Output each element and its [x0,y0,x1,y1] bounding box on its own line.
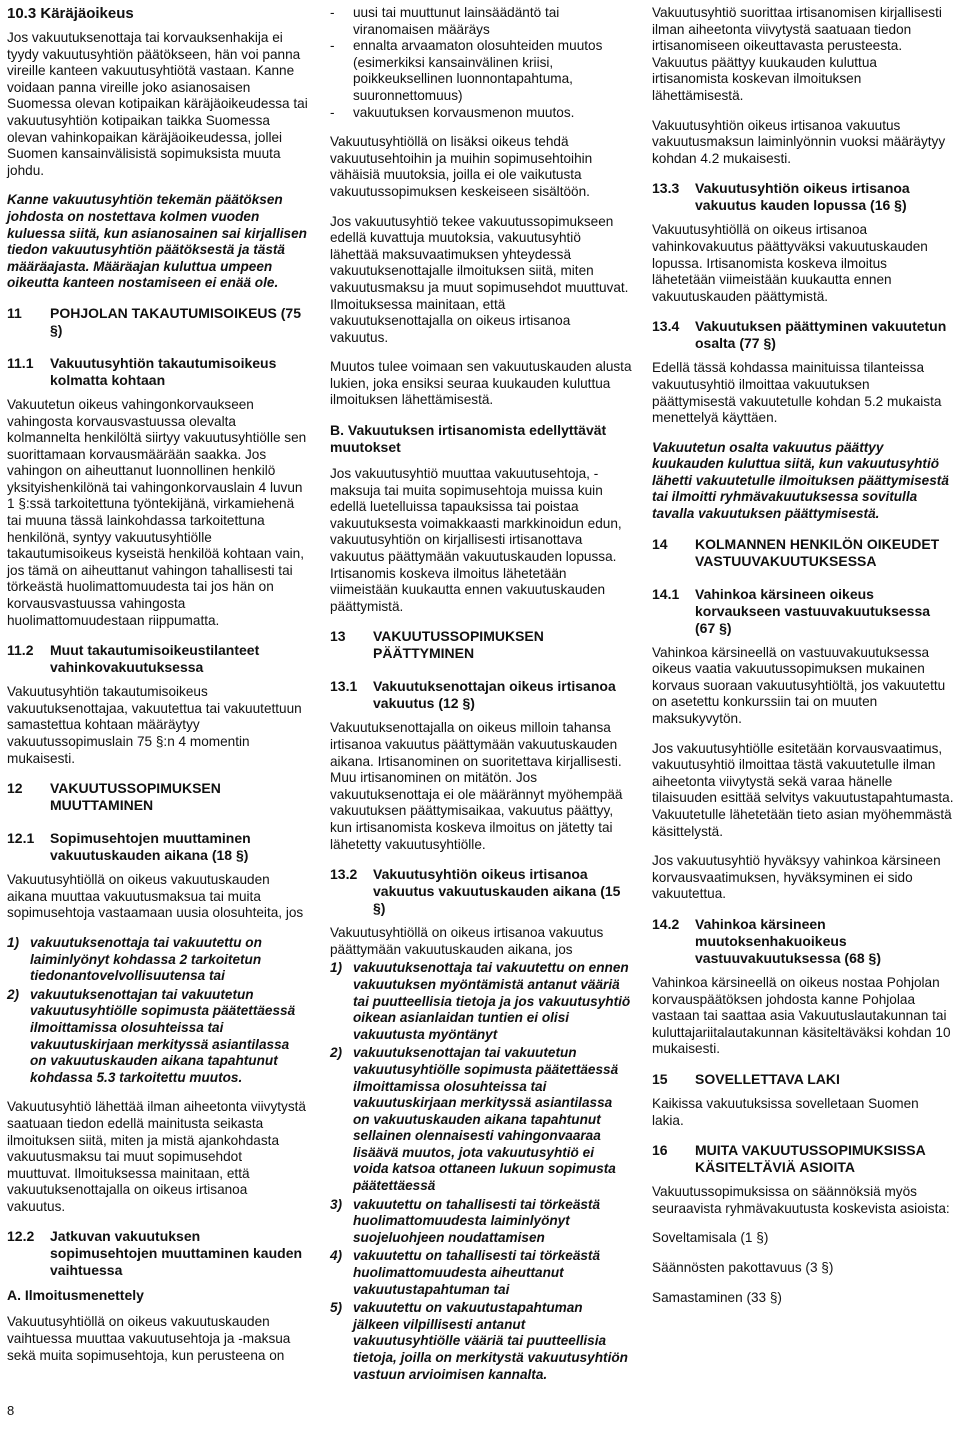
list-item: Soveltamisala (1 §) [652,1230,769,1246]
list-item: Samastaminen (33 §) [652,1289,782,1305]
paragraph: Jos vakuutusyhtiölle esitetään korvausvaatimus, vakuutusyhtiö ilmoittaa tästä vakuutetulle ilman aiheetonta viivytystä sekä varaa hänelle tilaisuuden esittää selvitys vakuutustapahtumasta. Vakuutetulle lähetetään tieto asian myöhemmästä käsittelystä. [652,740,954,839]
paragraph: Vakuutusyhtiöllä on oikeus irtisanoa vahinkovakuutus päättyväksi vakuutuskauden lopussa. Irtisanomista koskeva ilmoitus lähetetään viimeistään kuukautta ennen vakuutuskauden päättymistä. [652,222,928,304]
paragraph: Vakuutetun oikeus vahingonkorvaukseen vahingosta korvausvastuussa olevalta kolmannelta henkilöltä siirtyy vakuutusyhtiölle sen suorittamaan korvausmäärään saakka. Jos vahingon on aiheuttanut luonnollinen henkilö yksityishenkilönä tai vahingonkorvauslain 4 luvun 1 §:ssä tarkoitettuna työntekijänä, virkamiehenä tai muuna tässä lainkohdassa tarkoitettuna henkilönä, syntyy vakuutusyhtiölle takautumisoikeus kyseistä henkilöä kohtaan vain, jos tämä on aiheuttanut vahingon tahallisesti tai törkeästä huolimattomuudesta tai jos hän on korvausvastuussa vahingosta huolimattomuudestaan riippumatta. [7,396,307,628]
paragraph-italic: Kanne vakuutusyhtiön tekemän päätöksen johdosta on nostettava kolmen vuoden kuluessa siitä, kun asianosainen sai kirjallisen tiedon vakuutusyhtiön päätöksestä ja tästä määräajasta. Määräajan kuluttua umpeen oikeutta kanteen nostamiseen ei enää ole. [7,192,307,291]
paragraph: Vakuutusyhtiön oikeus irtisanoa vakuutus vakuutusmaksun laiminlyönnin vuoksi määräytyy kohdan 4.2 mukaisesti. [652,117,946,166]
heading-12-1: 12.1 Sopimusehtojen muuttaminen vakuutuskauden aikana (18 §) [7,830,251,864]
paragraph: Kaikissa vakuutuksissa sovelletaan Suomen lakia. [652,1095,919,1128]
heading-10-3: 10.3 Käräjäoikeus [7,5,134,22]
paragraph: Jos vakuutusyhtiö tekee vakuutussopimukseen edellä kuvattuja muutoksia, vakuutusyhtiö lähettää maksuvaatimuksen yhteydessä vakuutuksenottajalle ilmoituksen siitä, miten vakuutusmaksu ja muut sopimusehdot muuttuvat. Ilmoituksessa mainitaan, että vakuutuksenottajalla on oikeus irtisanoa vakuutus. [330,213,629,345]
subheading-a: A. Ilmoitusmenettely [7,1287,144,1304]
paragraph: Vahinkoa kärsineellä on oikeus nostaa Pohjolan korvauspäätöksen johdosta kanne Pohjolaa vastaan tai saattaa asia Vakuutuslautakunnan tai kuluttajariitalautakunnan käsiteltäväksi kohdan 10 mukaisesti. [652,974,951,1057]
column-2 [330,5,632,1396]
paragraph: Vakuutusyhtiö lähettää ilman aiheetonta viivytystä saatuaan tiedon edellä mainitusta seikasta ilmoituksen siitä, miten ja mistä ajankohdasta vakuutusmaksu tai muut sopimusehdot muuttuvat. Ilmoituksessa mainitaan, että vakuutuksenottajalla on oikeus irtisanoa vakuutus. [7,1099,306,1214]
heading-14-1: 14.1 Vahinkoa kärsineen oikeus korvaukseen vastuuvakuutuksessa (67 §) [652,585,931,636]
subheading-b: B. Vakuutuksen irtisanomista edellyttävät muutokset [330,422,607,456]
list-item: Säännösten pakottavuus (3 §) [652,1259,834,1275]
column-1 [7,5,309,1377]
paragraph: Jos vakuutuksenottaja tai korvauksenhakija ei tyydy vakuutusyhtiön päätökseen, hän voi panna vireille kanteen vakuutusyhtiötä vastaan. Kanne voidaan panna vireille joko asianosaisen Suomessa olevan kotipaikan käräjäoikeudessa tai vakuutusyhtiön kotipaikan taikka Suomessa olevan vahinkopaikan käräjäoikeudessa, jollei Suomen kansainvälisistä sopimuksista muuta johdu. [7,30,308,178]
numbered-list [330,960,632,1383]
paragraph-italic: Vakuutetun osalta vakuutus päättyy kuukauden kuluttua siitä, kun vakuutusyhtiö lähetti vakuutetulle ilmoituksen päättymisestä tai ilmoitti ryhmävakuutuksessa sovitulla tavalla vakuutuksen päättymisestä. [652,439,949,522]
paragraph: Muutos tulee voimaan sen vakuutuskauden alusta lukien, joka ensiksi seuraa kuukauden kuluttua ilmoituksen lähettämisestä. [330,359,632,408]
heading-13: 13 VAKUUTUSSOPIMUKSEN PÄÄTTYMINEN [330,628,544,662]
heading-14-2: 14.2 Vahinkoa kärsineen muutoksenhakuoikeus vastuuvakuutuksessa (68 §) [652,915,881,966]
heading-11: 11 POHJOLAN TAKAUTUMISOIKEUS (75 §) [7,304,301,338]
paragraph: Vakuutusyhtiöllä on lisäksi oikeus tehdä vakuutusehtoihin ja muihin sopimusehtoihin vähäisiä muutoksia, joilla ei ole vaikutusta vakuutussopimuksen keskeiseen sisältöön. [330,134,593,199]
list-item: 1) vakuutuksenottaja tai vakuutettu on laiminlyönyt kohdassa 2 tarkoitetun tiedonantovelvollisuutensa tai [7,934,262,984]
list-item: - ennalta arvaamaton olosuhteiden muutos (esimerkiksi kansainvälinen kriisi, poikkeuksellinen luonnontapahtuma, suuronnettomuus) [330,38,603,103]
heading-15: 15 SOVELLETTAVA LAKI [652,1070,840,1087]
paragraph: Vakuutuksenottajalla on oikeus milloin tahansa irtisanoa vakuutus päättymään vakuutuskauden aikana. Irtisanominen on suoritettava kirjallisesti. Muu irtisanominen on mitätön. Jos vakuutuksenottaja ei ole määrännyt myöhempää vakuutuksen päättymisaikaa, vakuutus päättyy, kun irtisanomista koskeva ilmoitus on jätetty tai lähetetty vakuutusyhtiölle. [330,720,623,852]
heading-13-3: 13.3 Vakuutusyhtiön oikeus irtisanoa vakuutus kauden lopussa (16 §) [652,180,910,214]
heading-16: 16 MUITA VAKUUTUSSOPIMUKSISSA KÄSITELTÄVIÄ ASIOITA [652,1142,926,1176]
paragraph: Jos vakuutusyhtiö muuttaa vakuutusehtoja, -maksuja tai muita sopimusehtoja muissa kuin edellä luetelluissa tapauksissa tai poistaa vakuutuksesta voimakkaasti markkinoidun edun, vakuutusyhtiön on kirjallisesti irtisanottava vakuutus päättymään vakuutuskauden lopussa. Irtisanomis koskeva ilmoitus lähetetään viimeistään kuukautta ennen vakuutuskauden päättymistä. [330,466,622,614]
paragraph: Vahinkoa kärsineellä on vastuuvakuutuksessa oikeus vaatia vakuutussopimuksen mukainen korvaus suoraan vakuutusyhtiöltä, jos vakuutettu on asetettu konkurssiin tai on muuten maksukyvytön. [652,644,946,727]
column-3 [652,5,954,1319]
list-item: 2) vakuutuksenottajan tai vakuutetun vakuutusyhtiölle sopimusta päätettäessä ilmoittamissa olosuhteissa tai vakuutuskirjaan merkityssä asiantilassa on vakuutuskauden aikana tapahtunut sellainen olennaisesti vahingonvaaraa lisäävä muutos, jota vakuutusyhtiö ei voida katsoa ottaneen lukuun sopimusta päätettäessä [330,1045,619,1194]
heading-13-1: 13.1 Vakuutuksenottajan oikeus irtisanoa vakuutus (12 §) [330,678,616,712]
dash-list [330,5,632,121]
heading-13-4: 13.4 Vakuutuksen päättyminen vakuutetun osalta (77 §) [652,318,947,352]
paragraph: Vakuutusyhtiöllä on oikeus vakuutuskauden aikana muuttaa vakuutusmaksua tai muita sopimusehtoja vastaamaan uusia olosuhteita, jos [7,872,304,921]
list-item: 5) vakuutettu on vakuutustapahtuman jälkeen vilpillisesti antanut vakuutusyhtiölle vääriä tai puutteellisia tietoja, joilla on merkitystä vakuutusyhtiön vastuun arvioimisen kannalta. [330,1300,628,1382]
heading-13-2: 13.2 Vakuutusyhtiön oikeus irtisanoa vakuutus vakuutuskauden aikana (15 §) [330,866,621,917]
paragraph: Jos vakuutusyhtiö hyväksyy vahinkoa kärsineen korvausvaatimuksen, hyväksyminen ei sido vakuutettua. [652,853,941,902]
numbered-list [7,935,309,1086]
list-item: 4) vakuutettu on tahallisesti tai törkeästä huolimattomuudesta aiheuttanut vakuutustapahtuman tai [330,1248,601,1297]
paragraph: Edellä tässä kohdassa mainituissa tilanteissa vakuutusyhtiö ilmoittaa vakuutuksen päättymisestä vakuutetulle kohdan 5.2 mukaista menettelyä käyttäen. [652,360,942,426]
heading-11-1: 11.1 Vakuutusyhtiön takautumisoikeus kolmatta kohtaan [7,354,277,388]
paragraph: Vakuutusyhtiö suorittaa irtisanomisen kirjallisesti ilman aiheetonta viivytystä saatuaan tiedon irtisanomiseen oikeuttavasta perusteesta. Vakuutus päättyy kuukauden kuluttua irtisanomista koskevan ilmoituksen lähettämisestä. [652,5,942,103]
heading-12: 12 VAKUUTUSSOPIMUKSEN MUUTTAMINEN [7,780,221,814]
heading-11-2: 11.2 Muut takautumisoikeustilanteet vahinkovakuutuksessa [7,642,260,676]
list-item: - vakuutuksen korvausmenon muutos. [330,104,575,120]
list-item: 1) vakuutuksenottaja tai vakuutettu on ennen vakuutuksen myöntämistä antanut vääriä tai puutteellisia tietoja ja jos vakuutusyhtiö oikean asianlaidan tuntien ei olisi vakuutusta myöntänyt [330,960,631,1042]
list-item: - uusi tai muuttunut lainsäädäntö tai viranomaisen määräys [330,5,560,37]
paragraph: Vakuutusyhtiön takautumisoikeus vakuutuksenottajaa, vakuutettua tai vakuutettuun samastettua kohtaan määräytyy vakuutussopimuslain 75 §:n 4 momentin mukaisesti. [7,684,302,766]
list-item: 3) vakuutettu on tahallisesti tai törkeästä huolimattomuudesta laiminlyönyt suojeluohjeen noudattamisen [330,1196,601,1245]
paragraph: Vakuutusyhtiöllä on oikeus irtisanoa vakuutus päättymään vakuutuskauden aikana, jos [330,925,604,957]
paragraph: Vakuutusyhtiöllä on oikeus vakuutuskauden vaihtuessa muuttaa vakuutusehtoja ja -maksua sekä muita sopimusehtoja, kun perusteena on [7,1314,291,1363]
heading-14: 14 KOLMANNEN HENKILÖN OIKEUDET VASTUUVAKUUTUKSESSA [652,535,940,569]
list-item: 2) vakuutuksenottajan tai vakuutetun vakuutusyhtiölle sopimusta päätettäessä ilmoittamissa olosuhteissa tai vakuutuskirjaan merkityssä asiantilassa on vakuutuskauden aikana tapahtunut kohdassa 5.3 tarkoitettu muutos. [7,986,296,1085]
heading-12-2: 12.2 Jatkuvan vakuutuksen sopimusehtojen muuttaminen kauden vaihtuessa [7,1228,303,1279]
paragraph: Vakuutussopimuksissa on säännöksiä myös seuraavista ryhmävakuutusta koskevista asioista: [652,1184,950,1216]
page-number: 8 [7,1403,15,1418]
